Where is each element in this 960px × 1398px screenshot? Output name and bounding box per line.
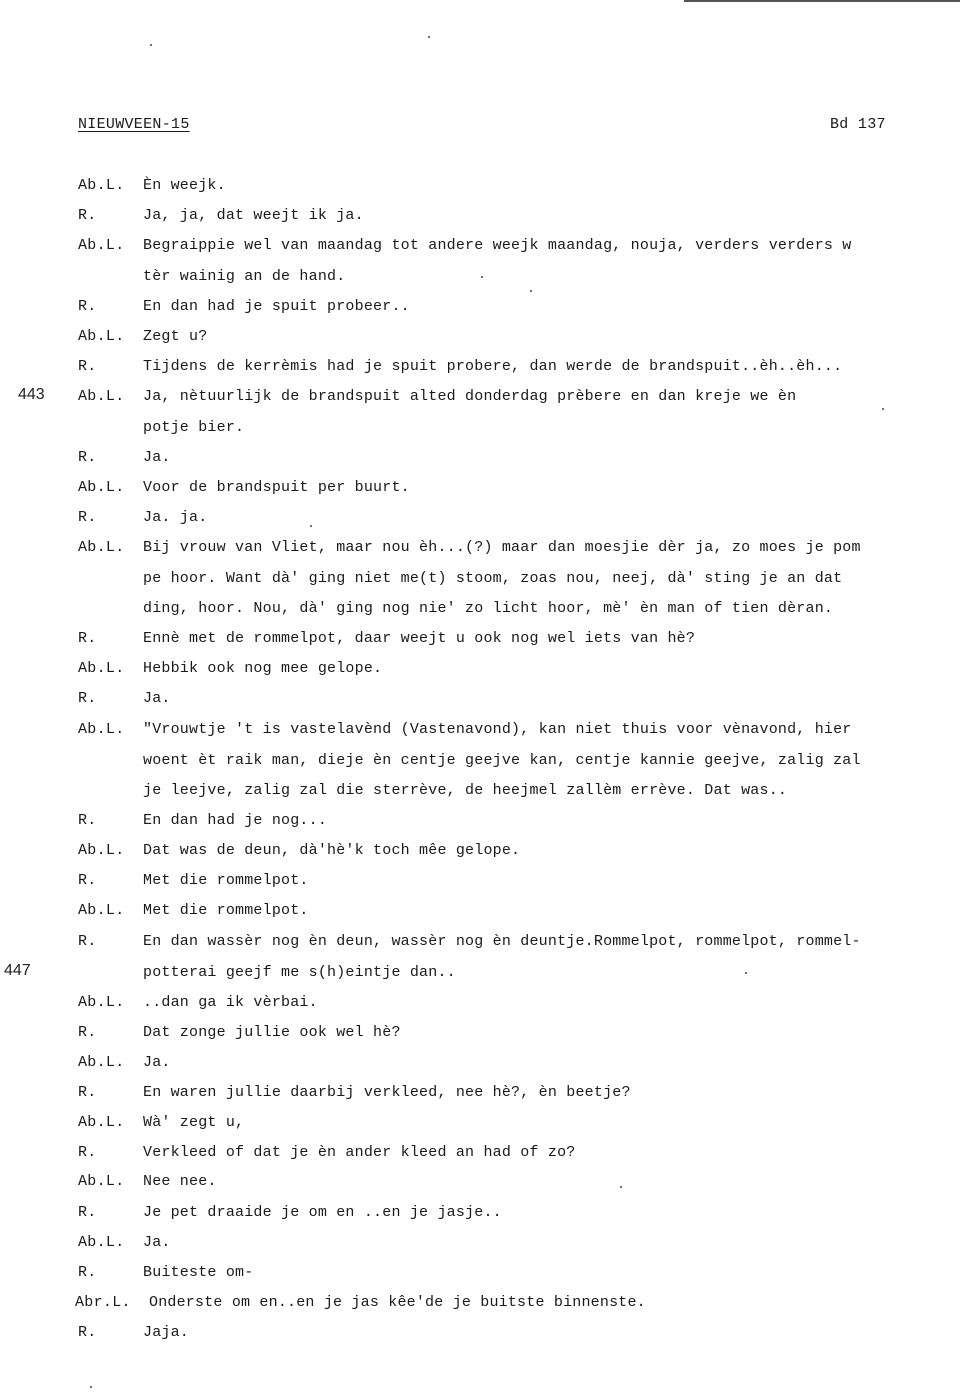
- transcript-text: Ja, nètuurlijk de brandspuit alted donderdag prèbere en dan kreje we èn: [143, 388, 797, 405]
- speaker-label: Ab.L.: [78, 1173, 125, 1190]
- speaker-label: Ab.L.: [78, 660, 125, 677]
- transcript-line: [0, 175, 960, 197]
- transcript-line: [0, 386, 960, 408]
- transcript-text: Met die rommelpot.: [143, 872, 309, 889]
- transcript-text: potje bier.: [143, 419, 245, 436]
- transcript-line: [0, 266, 960, 288]
- transcript-text: Voor de brandspuit per buurt.: [143, 479, 410, 496]
- speaker-label: R.: [78, 449, 97, 466]
- transcript-line: [0, 1112, 960, 1134]
- speaker-label: R.: [78, 298, 97, 315]
- speaker-label: Ab.L.: [78, 1054, 125, 1071]
- transcript-text: pe hoor. Want dà' ging niet me(t) stoom, zoas nou, neej, dà' sting je an dat: [143, 570, 843, 587]
- transcript-text: Nee nee.: [143, 1173, 217, 1190]
- document-title: NIEUWVEEN-15: [78, 116, 190, 133]
- transcript-text: je leejve, zalig zal die sterrève, de heejmel zallèm errève. Dat was..: [143, 782, 788, 799]
- transcript-text: Ja.: [143, 1234, 171, 1251]
- transcript-text: Ennè met de rommelpot, daar weejt u ook nog wel iets van hè?: [143, 630, 696, 647]
- transcript-text: En dan had je nog...: [143, 812, 328, 829]
- transcript-text: ..dan ga ik vèrbai.: [143, 994, 318, 1011]
- transcript-line: [0, 296, 960, 318]
- scan-speck: [620, 1186, 622, 1188]
- transcript-line: [0, 1022, 960, 1044]
- transcript-line: [0, 1171, 960, 1193]
- transcript-text: Zegt u?: [143, 328, 208, 345]
- transcript-text: Wà' zegt u,: [143, 1114, 245, 1131]
- speaker-label: R.: [78, 207, 97, 224]
- transcript-line: [0, 1052, 960, 1074]
- transcript-text: ding, hoor. Nou, dà' ging nog nie' zo licht hoor, mè' èn man of tien dèran.: [143, 600, 834, 617]
- scan-speck: [530, 290, 532, 292]
- transcript-line: [0, 568, 960, 590]
- transcript-line: [0, 931, 960, 953]
- transcript-line: [0, 900, 960, 922]
- transcript-line: [0, 688, 960, 710]
- speaker-label: Ab.L.: [78, 1234, 125, 1251]
- transcript-line: [0, 810, 960, 832]
- transcript-text: Jaja.: [143, 1324, 190, 1341]
- speaker-label: Ab.L.: [78, 388, 125, 405]
- transcript-text: En dan had je spuit probeer..: [143, 298, 410, 315]
- speaker-label: R.: [78, 812, 97, 829]
- transcript-text: Hebbik ook nog mee gelope.: [143, 660, 383, 677]
- scan-speck: [428, 36, 430, 38]
- transcript-text: Bij vrouw van Vliet, maar nou èh...(?) maar dan moesjie dèr ja, zo moes je pom: [143, 539, 861, 556]
- transcript-line: [0, 507, 960, 529]
- transcript-text: En waren jullie daarbij verkleed, nee hè?, èn beetje?: [143, 1084, 631, 1101]
- transcript-line: [0, 326, 960, 348]
- speaker-label: Ab.L.: [78, 721, 125, 738]
- speaker-label: R.: [78, 1204, 97, 1221]
- transcript-text: tèr wainig an de hand.: [143, 268, 346, 285]
- speaker-label: R.: [78, 933, 97, 950]
- scan-speck: [481, 276, 483, 278]
- transcript-line: [0, 750, 960, 772]
- transcript-text: Dat zonge jullie ook wel hè?: [143, 1024, 401, 1041]
- transcript-text: "Vrouwtje 't is vastelavènd (Vastenavond), kan niet thuis voor vènavond, hier: [143, 721, 852, 738]
- speaker-label: R.: [78, 1264, 97, 1281]
- scan-speck: [90, 1386, 92, 1388]
- margin-line-number: 447: [4, 962, 31, 979]
- transcript-text: Met die rommelpot.: [143, 902, 309, 919]
- transcript-text: Je pet draaide je om en ..en je jasje..: [143, 1204, 502, 1221]
- transcript-line: [0, 628, 960, 650]
- speaker-label: R.: [78, 630, 97, 647]
- transcript-line: [0, 477, 960, 499]
- transcript-line: [0, 1292, 960, 1314]
- transcript-text: potterai geejf me s(h)eintje dan..: [143, 964, 456, 981]
- transcript-text: Ja.: [143, 690, 171, 707]
- scan-speck: [310, 525, 312, 527]
- transcript-line: [0, 962, 960, 984]
- transcript-text: Dat was de deun, dà'hè'k toch mêe gelope.: [143, 842, 521, 859]
- speaker-label: R.: [78, 1324, 97, 1341]
- transcript-text: En dan wassèr nog èn deun, wassèr nog èn deuntje.Rommelpot, rommelpot, rommel-: [143, 933, 861, 950]
- transcript-line: [0, 780, 960, 802]
- transcript-line: [0, 417, 960, 439]
- speaker-label: Ab.L.: [78, 328, 125, 345]
- transcript-line: [0, 1322, 960, 1344]
- speaker-label: R.: [78, 690, 97, 707]
- speaker-label: Ab.L.: [78, 539, 125, 556]
- speaker-label: Ab.L.: [78, 994, 125, 1011]
- transcript-text: Ja. ja.: [143, 509, 208, 526]
- speaker-label: Ab.L.: [78, 1114, 125, 1131]
- transcript-text: Onderste om en..en je jas kêe'de je buitste binnenste.: [149, 1294, 646, 1311]
- transcript-line: [0, 992, 960, 1014]
- top-rule: [684, 0, 960, 2]
- speaker-label: R.: [78, 872, 97, 889]
- speaker-label: R.: [78, 358, 97, 375]
- transcript-line: [0, 1202, 960, 1224]
- speaker-label: R.: [78, 509, 97, 526]
- speaker-label: Ab.L.: [78, 842, 125, 859]
- transcript-line: [0, 537, 960, 559]
- scan-speck: [150, 44, 152, 46]
- transcript-text: Buiteste om-: [143, 1264, 254, 1281]
- transcript-text: Tijdens de kerrèmis had je spuit probere, dan werde de brandspuit..èh..èh...: [143, 358, 843, 375]
- transcript-line: [0, 1232, 960, 1254]
- transcript-line: [0, 205, 960, 227]
- transcript-line: [0, 356, 960, 378]
- transcript-text: Ja.: [143, 449, 171, 466]
- transcript-line: [0, 1082, 960, 1104]
- margin-line-number: 443: [18, 386, 45, 403]
- transcript-line: [0, 598, 960, 620]
- transcript-line: [0, 840, 960, 862]
- transcript-line: [0, 235, 960, 257]
- speaker-label: Abr.L.: [75, 1294, 131, 1311]
- speaker-label: Ab.L.: [78, 177, 125, 194]
- transcript-line: [0, 447, 960, 469]
- page-reference: Bd 137: [830, 116, 886, 133]
- transcript-text: woent èt raik man, dieje èn centje geejve kan, centje kannie geejve, zalig zal: [143, 752, 861, 769]
- speaker-label: Ab.L.: [78, 902, 125, 919]
- speaker-label: Ab.L.: [78, 479, 125, 496]
- scan-speck: [882, 408, 884, 410]
- scan-speck: [745, 972, 747, 974]
- speaker-label: R.: [78, 1144, 97, 1161]
- speaker-label: Ab.L.: [78, 237, 125, 254]
- transcript-line: [0, 1262, 960, 1284]
- transcript-text: Ja.: [143, 1054, 171, 1071]
- transcript-line: [0, 719, 960, 741]
- speaker-label: R.: [78, 1084, 97, 1101]
- transcript-text: Ja, ja, dat weejt ik ja.: [143, 207, 364, 224]
- transcript-line: [0, 870, 960, 892]
- transcript-line: [0, 1142, 960, 1164]
- transcript-line: [0, 658, 960, 680]
- transcript-text: Begraippie wel van maandag tot andere weejk maandag, nouja, verders verders w: [143, 237, 852, 254]
- transcript-text: Èn weejk.: [143, 177, 226, 194]
- speaker-label: R.: [78, 1024, 97, 1041]
- transcript-text: Verkleed of dat je èn ander kleed an had of zo?: [143, 1144, 576, 1161]
